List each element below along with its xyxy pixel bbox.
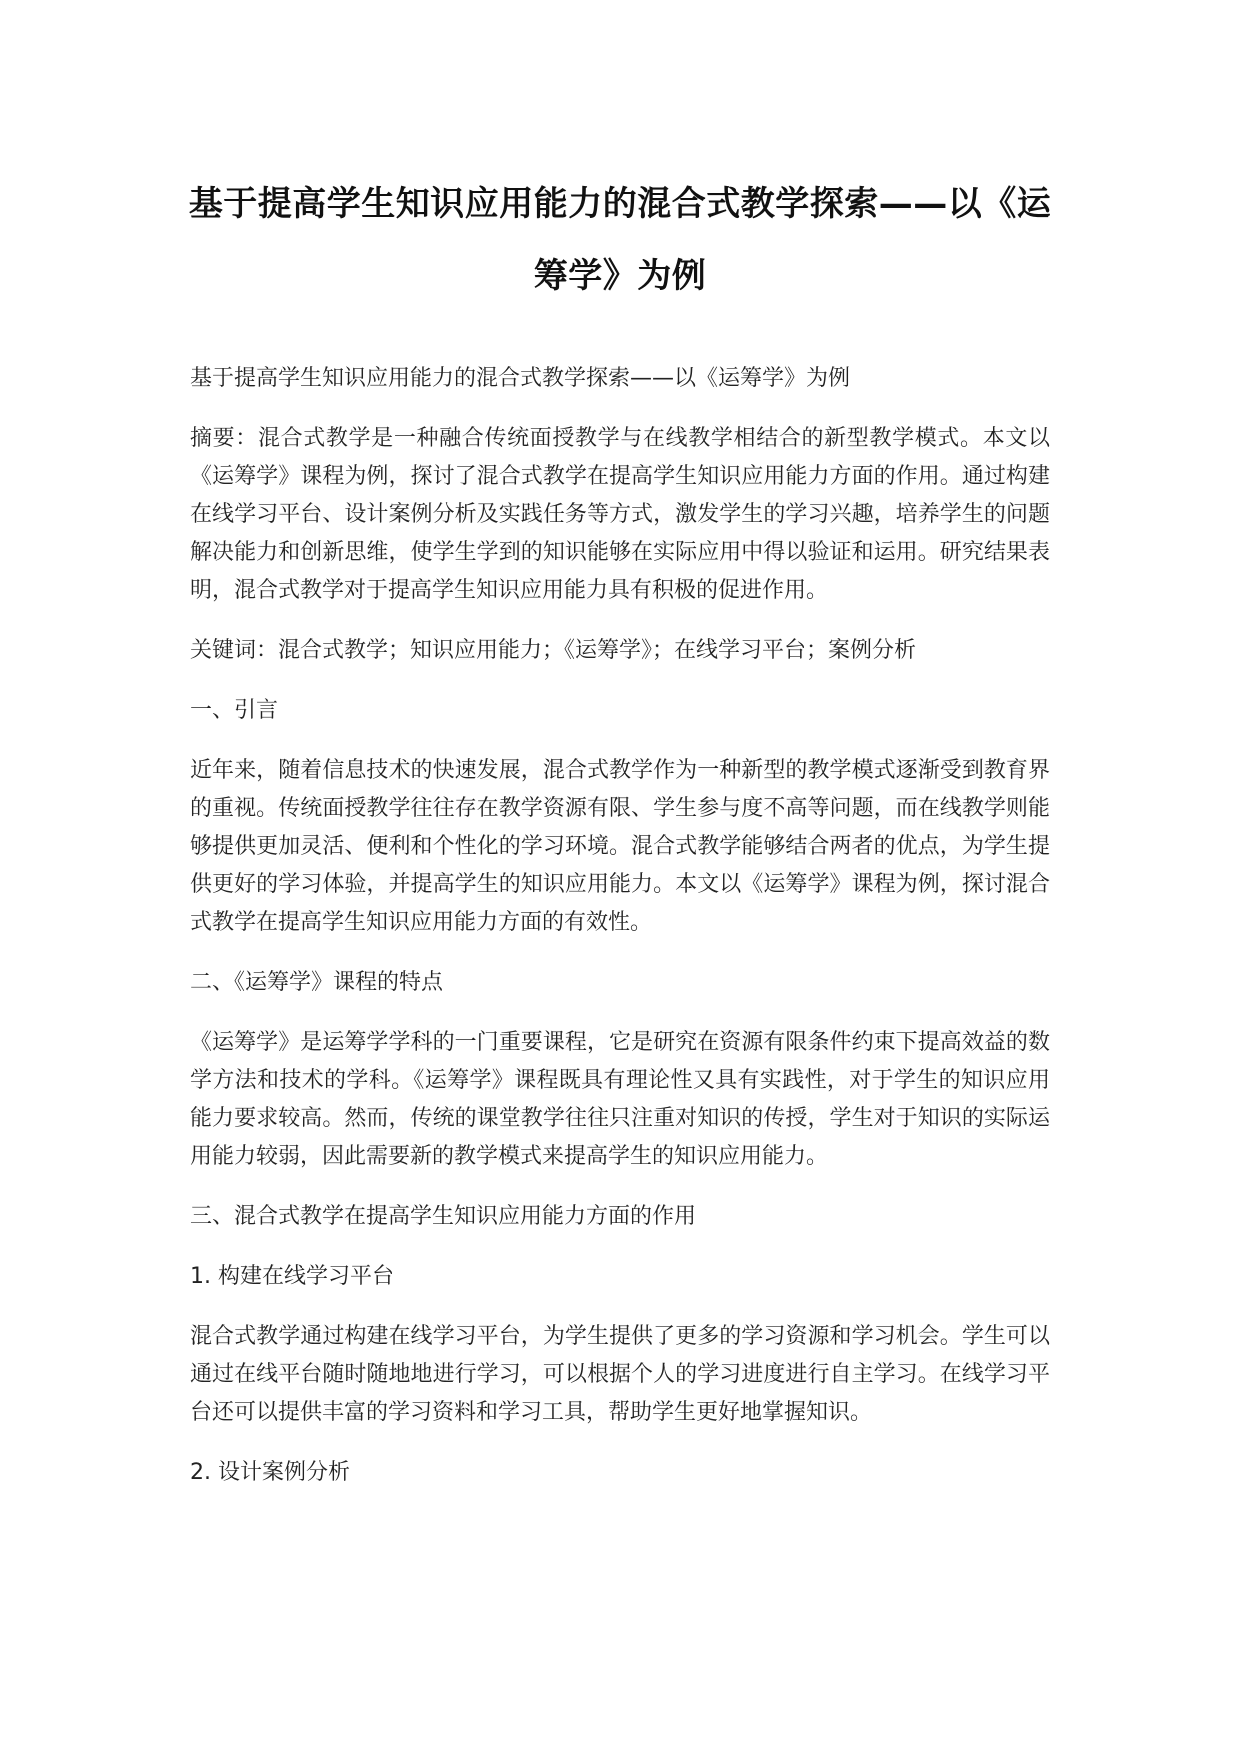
section-heading-course-features: 二、《运筹学》课程的特点	[190, 970, 444, 995]
subsection-heading-case-analysis: 2. 设计案例分析	[190, 1460, 350, 1485]
section-heading-introduction: 一、引言	[190, 698, 279, 723]
document-title: 基于提高学生知识应用能力的混合式教学探索——以《运筹学》为例	[188, 184, 1052, 296]
subsection-heading-online-platform: 1. 构建在线学习平台	[190, 1264, 394, 1289]
course-features-paragraph: 《运筹学》是运筹学学科的一门重要课程，它是研究在资源有限条件约束下提高效益的数学方法和技术的学科。《运筹学》课程既具有理论性又具有实践性，对于学生的知识应用能力要求较高。然而，传统的课堂教学往往只注重对知识的传授，学生对于知识的实际运用能力较弱，因此需要新的教学模式来提高学生的知识应用能力。	[190, 1030, 1050, 1169]
section-heading-blended-role: 三、混合式教学在提高学生知识应用能力方面的作用	[190, 1204, 697, 1229]
online-platform-paragraph: 混合式教学通过构建在线学习平台，为学生提供了更多的学习资源和学习机会。学生可以通过在线平台随时随地地进行学习，可以根据个人的学习进度进行自主学习。在线学习平台还可以提供丰富的学习资料和学习工具，帮助学生更好地掌握知识。	[190, 1324, 1050, 1425]
keywords-paragraph: 关键词：混合式教学；知识应用能力；《运筹学》；在线学习平台；案例分析	[190, 638, 917, 663]
abstract-paragraph: 摘要：混合式教学是一种融合传统面授教学与在线教学相结合的新型教学模式。本文以《运筹学》课程为例，探讨了混合式教学在提高学生知识应用能力方面的作用。通过构建在线学习平台、设计案例分析及实践任务等方式，激发学生的学习兴趣，培养学生的问题解决能力和创新思维，使学生学到的知识能够在实际应用中得以验证和运用。研究结果表明，混合式教学对于提高学生知识应用能力具有积极的促进作用。	[190, 426, 1050, 603]
introduction-paragraph: 近年来，随着信息技术的快速发展，混合式教学作为一种新型的教学模式逐渐受到教育界的重视。传统面授教学往往存在教学资源有限、学生参与度不高等问题，而在线教学则能够提供更加灵活、便利和个性化的学习环境。混合式教学能够结合两者的优点，为学生提供更好的学习体验，并提高学生的知识应用能力。本文以《运筹学》课程为例，探讨混合式教学在提高学生知识应用能力方面的有效性。	[190, 758, 1050, 935]
document-subtitle: 基于提高学生知识应用能力的混合式教学探索——以《运筹学》为例	[190, 366, 851, 391]
document-body	[190, 360, 1050, 1514]
